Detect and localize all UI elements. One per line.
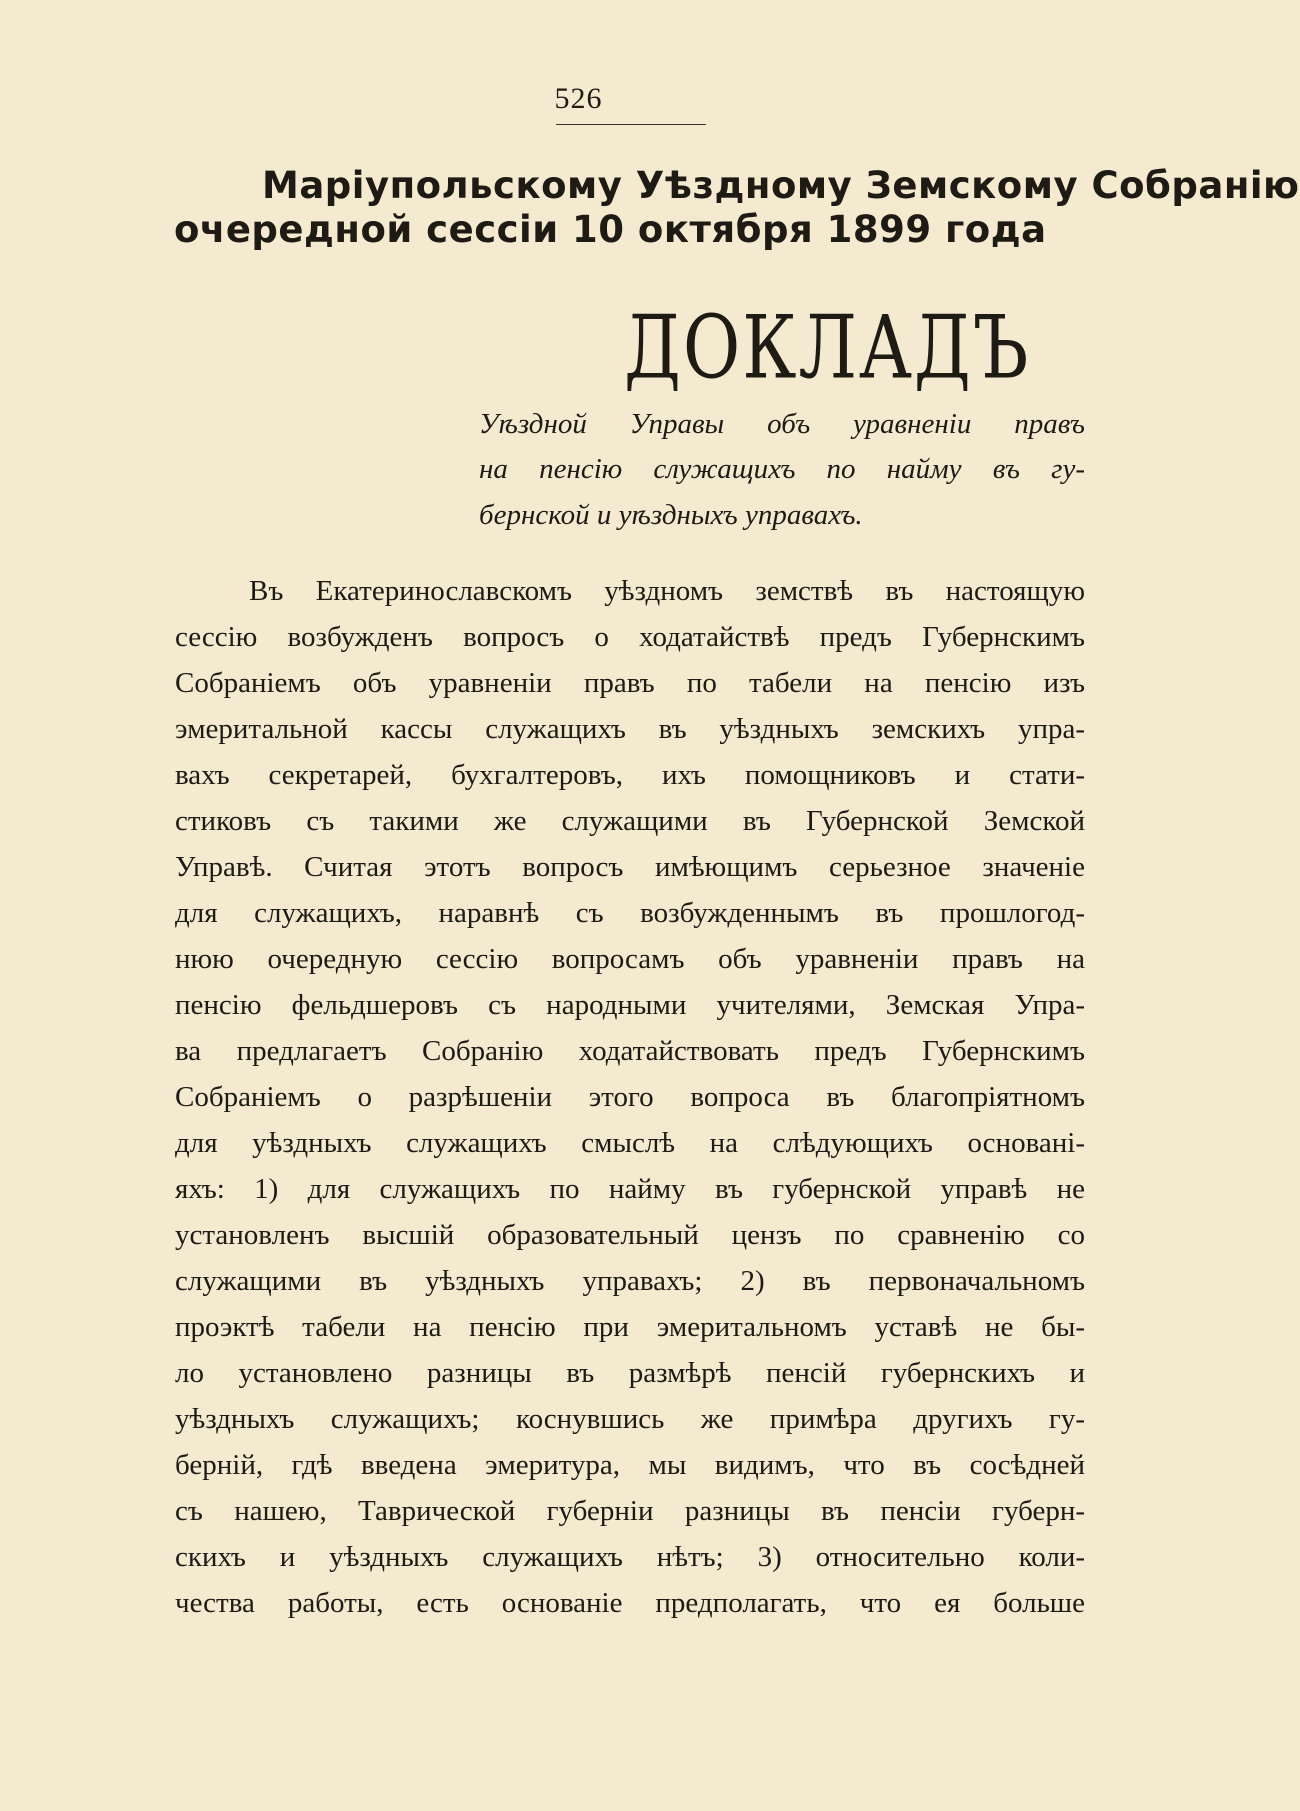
body-line-23: чества работы, есть основаніе предполагать, что ея больше bbox=[175, 1587, 1085, 1619]
body-line-12: Собраніемъ о разрѣшеніи этого вопроса въ благопріятномъ bbox=[175, 1081, 1085, 1113]
document-title: ДОКЛАДЪ bbox=[624, 296, 1031, 399]
heading-line-2: очередной сессіи 10 октября 1899 года bbox=[174, 208, 1047, 251]
page-number: 526 bbox=[554, 82, 603, 115]
body-line-21: съ нашею, Таврической губерніи разницы въ пенсіи губерн- bbox=[175, 1495, 1085, 1527]
page-number-rule bbox=[556, 124, 706, 125]
body-line-13: для уѣздныхъ служащихъ смыслѣ на слѣдующихъ основані- bbox=[175, 1127, 1085, 1159]
body-line-7: Управѣ. Считая этотъ вопросъ имѣющимъ серьезное значеніе bbox=[175, 851, 1085, 883]
body-line-18: ло установлено разницы въ размѣрѣ пенсій губернскихъ и bbox=[175, 1357, 1085, 1389]
body-line-1: Въ Екатеринославскомъ уѣздномъ земствѣ въ настоящую bbox=[249, 575, 1085, 607]
body-line-19: уѣздныхъ служащихъ; коснувшись же примѣра другихъ гу- bbox=[175, 1403, 1085, 1435]
body-line-20: берній, гдѣ введена эмеритура, мы видимъ, что въ сосѣдней bbox=[175, 1449, 1085, 1481]
body-line-15: установленъ высшій образовательный цензъ по сравненію со bbox=[175, 1219, 1085, 1251]
body-line-14: яхъ: 1) для служащихъ по найму въ губернской управѣ не bbox=[175, 1173, 1085, 1205]
subtitle-line-3: бернской и уѣздныхъ управахъ. bbox=[479, 499, 863, 531]
subtitle-line-2: на пенсію служащихъ по найму въ гу- bbox=[479, 453, 1085, 485]
body-line-4: эмеритальной кассы служащихъ въ уѣздныхъ земскихъ упра- bbox=[175, 713, 1085, 745]
body-line-22: скихъ и уѣздныхъ служащихъ нѣтъ; 3) относительно коли- bbox=[175, 1541, 1085, 1573]
body-line-11: ва предлагаетъ Собранію ходатайствовать предъ Губернскимъ bbox=[175, 1035, 1085, 1067]
body-line-10: пенсію фельдшеровъ съ народными учителями, Земская Упра- bbox=[175, 989, 1085, 1021]
body-line-6: стиковъ съ такими же служащими въ Губернской Земской bbox=[175, 805, 1085, 837]
body-line-17: проэктѣ табели на пенсію при эмеритальномъ уставѣ не бы- bbox=[175, 1311, 1085, 1343]
subtitle-line-1: Уѣздной Управы объ уравненіи правъ bbox=[479, 408, 1085, 440]
body-line-2: сессію возбужденъ вопросъ о ходатайствѣ предъ Губернскимъ bbox=[175, 621, 1085, 653]
body-line-8: для служащихъ, наравнѣ съ возбужденнымъ въ прошлогод- bbox=[175, 897, 1085, 929]
body-line-16: служащими въ уѣздныхъ управахъ; 2) въ первоначальномъ bbox=[175, 1265, 1085, 1297]
heading-line-1: Маріупольскому Уѣздному Земскому Собранію bbox=[262, 164, 1300, 207]
body-line-5: вахъ секретарей, бухгалтеровъ, ихъ помощниковъ и стати- bbox=[175, 759, 1085, 791]
body-line-3: Собраніемъ объ уравненіи правъ по табели на пенсію изъ bbox=[175, 667, 1085, 699]
body-line-9: нюю очередную сессію вопросамъ объ уравненіи правъ на bbox=[175, 943, 1085, 975]
